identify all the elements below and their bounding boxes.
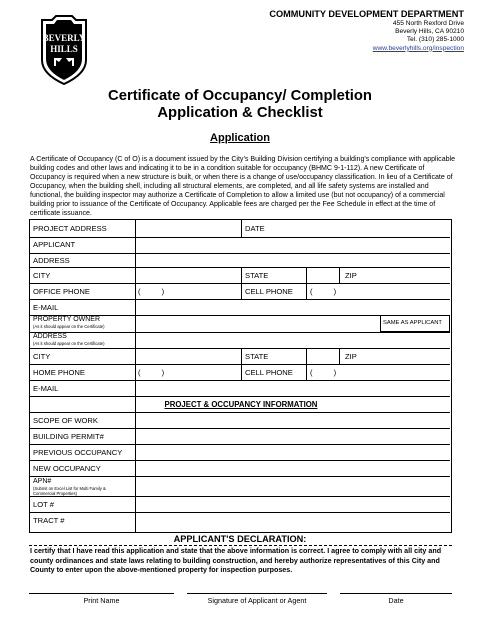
owner-cell-phone-label: CELL PHONE: [245, 368, 293, 377]
apn-label: APN#: [33, 478, 52, 485]
section-heading: Application: [210, 132, 270, 144]
building-permit-label: BUILDING PERMIT#: [33, 432, 104, 441]
owner-note: (As it should appear on the Certificate): [33, 324, 105, 329]
project-address-field[interactable]: [136, 220, 240, 236]
scope-of-work-field[interactable]: [136, 413, 450, 427]
print-name-line[interactable]: [29, 593, 174, 594]
date-label: DATE: [245, 224, 265, 233]
address-line1: 455 North Rexford Drive: [392, 20, 464, 27]
same-as-applicant-checkbox[interactable]: SAME AS APPLICANT: [380, 315, 450, 332]
apn-note-line1: (Submit on Excel List for Multi Family &: [33, 486, 106, 491]
zip-label: ZIP: [345, 271, 357, 280]
date-field[interactable]: [275, 220, 450, 236]
address-field[interactable]: [136, 254, 450, 266]
project-info-heading: PROJECT & OCCUPANCY INFORMATION: [164, 400, 318, 409]
cell-phone-area-code: ( ): [310, 287, 337, 296]
city-label: CITY: [33, 271, 51, 280]
office-phone-label: OFFICE PHONE: [33, 287, 90, 296]
scope-of-work-label: SCOPE OF WORK: [33, 416, 98, 425]
owner-address-label: ADDRESS: [33, 333, 67, 340]
signature-label: Signature of Applicant or Agent: [207, 596, 307, 605]
new-occupancy-label: NEW OCCUPANCY: [33, 464, 101, 473]
owner-state-label: STATE: [245, 352, 269, 361]
svg-text:BEVERLY: BEVERLY: [42, 33, 86, 43]
tract-label: TRACT #: [33, 516, 65, 525]
date-line[interactable]: [340, 593, 452, 594]
address-label: ADDRESS: [33, 256, 70, 265]
home-phone-area-code: ( ): [138, 368, 165, 377]
application-form: [29, 219, 452, 533]
intro-paragraph: A Certificate of Occupancy (C of O) is a document issued by the City’s Building Division certifying a building's compliance with applicable building codes and other laws and indicating it to be in a condition suitable for occupancy (BHMC 9-1-112). A new Certificate of Occupancy is required when a new structure is built, or when there is a change of use/occupancy classification. In lieu of a Certificate of Occupancy, when the building shell, including all structural elements, are completed, and all life safety systems are installed and functional, the building inspector may authorize a Certificate of Completion to allow a limited use (but not occupancy) of a commercial building prior to issuance of the Certificate of Occupancy. Applicable fees are charged per the Fee Schedule in effect at the time of certificate issuance.: [30, 156, 456, 218]
home-phone-label: HOME PHONE: [33, 368, 85, 377]
property-owner-label: PROPERTY OWNER: [33, 316, 101, 323]
owner-cell-phone-area-code: ( ): [310, 368, 337, 377]
beverly-hills-logo: [36, 14, 92, 86]
state-label: STATE: [245, 271, 269, 280]
declaration-divider: [29, 545, 452, 546]
declaration-heading: APPLICANT'S DECLARATION:: [173, 534, 307, 544]
page-title-line1: Certificate of Occupancy/ Completion: [108, 88, 372, 104]
sign-date-label: Date: [388, 596, 404, 605]
previous-occupancy-label: PREVIOUS OCCUPANCY: [33, 448, 123, 457]
department-name: COMMUNITY DEVELOPMENT DEPARTMENT: [269, 9, 464, 19]
cell-phone-label: CELL PHONE: [245, 287, 293, 296]
address-line2: Beverly Hills, CA 90210: [395, 28, 464, 36]
owner-address-note: (As it should appear on the Certificate): [33, 341, 105, 346]
lot-label: LOT #: [33, 500, 54, 509]
email-label: E-MAIL: [33, 303, 59, 312]
applicant-field[interactable]: [136, 238, 450, 252]
applicant-label: APPLICANT: [33, 240, 76, 249]
department-header: [269, 9, 464, 53]
phone: Tel. (310) 285-1000: [406, 36, 464, 44]
website-link[interactable]: www.beverlyhills.org/inspection: [372, 44, 464, 52]
project-address-label: PROJECT ADDRESS: [33, 224, 107, 233]
owner-city-label: CITY: [33, 352, 51, 361]
svg-text:HILLS: HILLS: [50, 44, 78, 54]
signature-line[interactable]: [187, 593, 327, 594]
print-name-label: Print Name: [83, 596, 120, 605]
page-title-line2: Application & Checklist: [157, 105, 323, 121]
declaration-text: I certify that I have read this application and state that the above information is correct. I agree to comply with all city and county ordinances and state laws relating to building construction, and hereby authorize representatives of this City and County to enter upon the above-mentioned property for inspection purposes.: [30, 547, 442, 575]
owner-zip-label: ZIP: [345, 352, 357, 361]
owner-email-label: E-MAIL: [33, 384, 59, 393]
apn-note-line2: Commercial Properties): [33, 491, 77, 496]
office-phone-area-code: ( ): [138, 287, 165, 296]
